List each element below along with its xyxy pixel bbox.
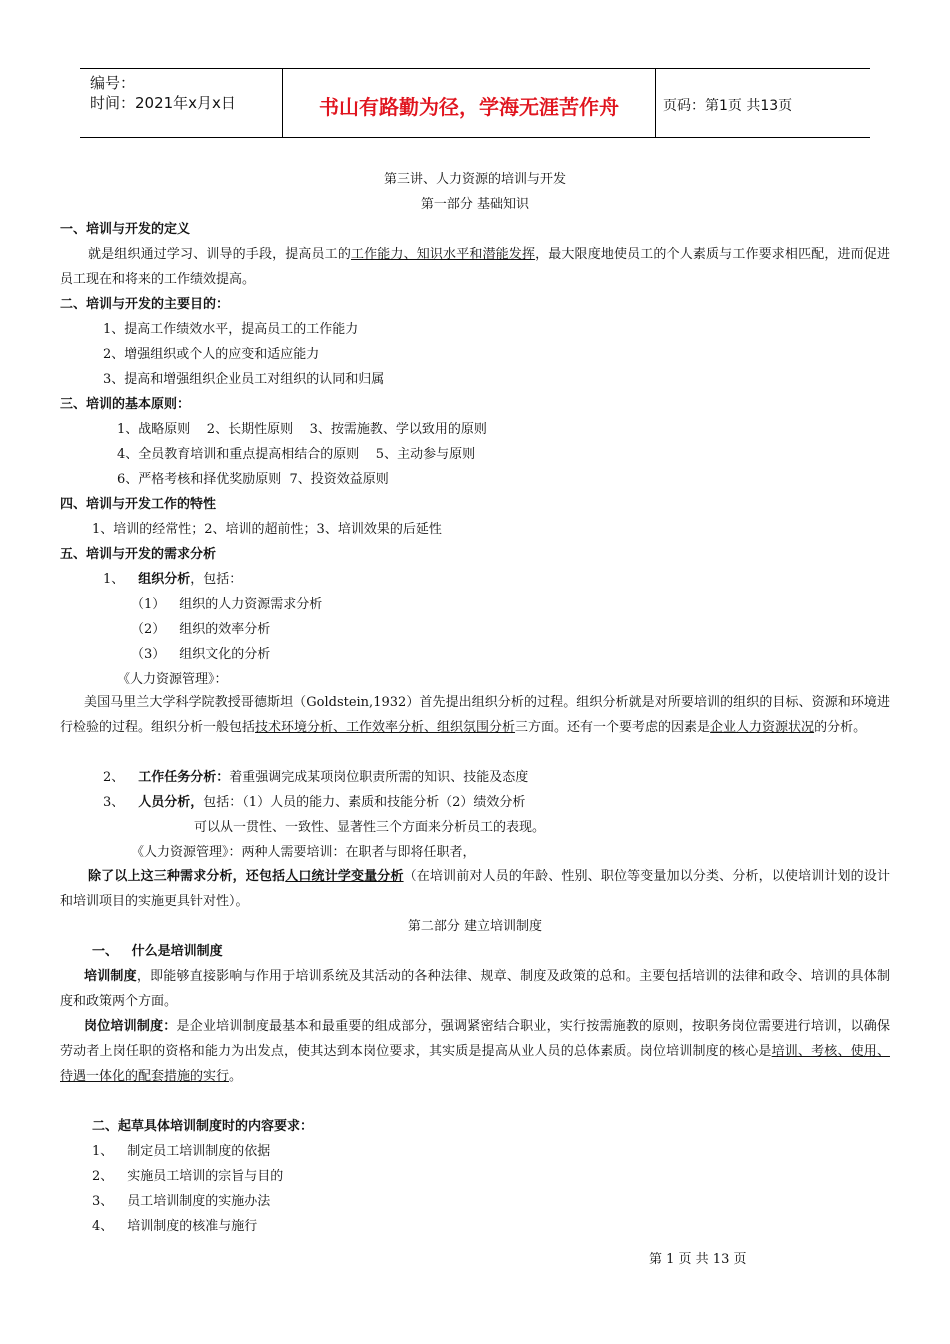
part-one-title: 第一部分 基础知识: [420, 197, 530, 212]
sub-number: （2）: [131, 622, 166, 637]
list-item: 3、提高和增强组织企业员工对组织的认同和归属: [103, 372, 385, 387]
list-item: 2、增强组织或个人的应变和适应能力: [103, 347, 320, 362]
text-run: 就是组织通过学习、训导的手段，提高员工的: [88, 247, 351, 262]
bold-term: 工作任务分析：: [138, 770, 230, 785]
underlined-text: 技术环境分析、工作效率分析、组织氛围分析: [255, 720, 516, 735]
text-run: 员工培训制度的实施办法: [127, 1194, 271, 1209]
bold-term: 组织分析: [138, 572, 191, 587]
text-run: 培训制度的核准与施行: [127, 1219, 258, 1234]
sub-list-item: [131, 596, 322, 614]
header-page-number: 页码：第1页 共13页: [663, 98, 793, 114]
header-info-cell: [80, 69, 282, 137]
sub-list-item: [131, 621, 270, 639]
section-heading: 四、培训与开发工作的特性: [60, 497, 217, 512]
indented-note: 可以从一贯性、一致性、显著性三个方面来分析员工的表现。: [194, 820, 546, 835]
section-heading: 五、培训与开发的需求分析: [60, 547, 217, 562]
bold-term: 岗位培训制度：: [84, 1019, 177, 1034]
definition-paragraph: [60, 242, 890, 292]
bold-text: 除了以上这三种需求分析，还包括: [88, 869, 286, 884]
list-number: 1、: [103, 572, 125, 587]
bold-term: 培训制度: [84, 969, 137, 984]
list-item: [92, 1168, 283, 1186]
list-item: [92, 1193, 270, 1211]
section-heading: 二、起草具体培训制度时的内容要求：: [92, 1119, 314, 1134]
text-run: 。: [229, 1069, 243, 1084]
book-reference: 《人力资源管理》：: [117, 672, 228, 687]
sub-number: （3）: [131, 647, 166, 662]
text-run: 美国马里兰大学科学院教授哥德斯坦（Goldstein,1932）首先提出组织分析的过程。组织分析就是对所要培训的组织的目标、资源和环境进行检验的过程。组织分析一般包括: [60, 695, 890, 735]
underlined-text: 培训、考核、使用、待遇一体化的配套措施的实行: [60, 1044, 890, 1084]
text-run: 组织的人力资源需求分析: [179, 597, 323, 612]
sub-number: （1）: [131, 597, 166, 612]
text-run: 是企业培训制度最基本和最重要的组成部分，强调紧密结合职业，实行按需施教的原则，按职务岗位需要进行培训，以确保劳动者上岗任职的资格和能力为出发点，使其达到本岗位要求，其实质是提高从业人员的总体素质。岗位培训制度的核心是: [60, 1019, 890, 1059]
part-two-title: 第二部分 建立培训制度: [407, 919, 543, 934]
text-run: 的分析。: [814, 720, 867, 735]
text-run: 制定员工培训制度的依据: [127, 1144, 271, 1159]
list-number: 4、: [92, 1219, 114, 1234]
text-run: 组织的效率分析: [179, 622, 271, 637]
section-heading: 一、 什么是培训制度: [92, 944, 223, 959]
text-run: 组织文化的分析: [179, 647, 271, 662]
list-item: [92, 1143, 270, 1161]
underlined-text: 企业人力资源状况: [710, 720, 815, 735]
underlined-bold-text: 人口统计学变量分析: [285, 869, 404, 884]
list-item: [103, 794, 525, 812]
text-run: ，包括：: [190, 572, 243, 587]
text-run: 包括：（1）人员的能力、素质和技能分析（2）绩效分析: [203, 795, 526, 810]
underlined-text: 工作能力、知识水平和潜能发挥: [351, 247, 536, 262]
list-item: [92, 1218, 257, 1236]
header-motto-cell: [282, 69, 656, 137]
list-number: 1、: [92, 1144, 114, 1159]
list-item: 1、提高工作绩效水平，提高员工的工作能力: [103, 322, 359, 337]
post-training-paragraph: [60, 1014, 890, 1089]
feature-line: 1、培训的经常性；2、培训的超前性；3、培训效果的后延性: [92, 522, 442, 537]
section-heading: 二、培训与开发的主要目的：: [60, 297, 230, 312]
text-run: 实施员工培训的宗旨与目的: [127, 1169, 284, 1184]
list-number: 3、: [103, 795, 125, 810]
text-run: 三方面。还有一个要考虑的因素是: [515, 720, 711, 735]
list-item: [103, 769, 528, 787]
principle-line: 6、严格考核和择优奖励原则 7、投资效益原则: [117, 472, 389, 487]
list-number: 2、: [103, 770, 125, 785]
list-item: [103, 571, 242, 589]
document-number-label: 编号：: [90, 74, 136, 92]
bold-term: 人员分析，: [138, 795, 204, 810]
principle-line: 4、全员教育培训和重点提高相结合的原则 5、主动参与原则: [117, 447, 476, 462]
organization-analysis-paragraph: [60, 690, 890, 740]
sub-list-item: [131, 646, 270, 664]
list-number: 2、: [92, 1169, 114, 1184]
motto-text: 书山有路勤为径，学海无涯苦作舟: [319, 95, 619, 119]
section-heading: 一、培训与开发的定义: [60, 222, 191, 237]
book-reference: 《人力资源管理》：两种人需要培训：在职者与即将任职者，: [131, 845, 476, 860]
summary-paragraph: [60, 864, 890, 914]
header-page-cell: [655, 69, 870, 137]
lecture-title: 第三讲、人力资源的培训与开发: [383, 172, 566, 187]
list-number: 3、: [92, 1194, 114, 1209]
document-date-label: 时间：2021年x月x日: [90, 94, 236, 112]
text-run: 着重强调完成某项岗位职责所需的知识、技能及态度: [229, 770, 529, 785]
section-heading: 三、培训的基本原则：: [60, 397, 191, 412]
page-footer: 第 1 页 共 13 页: [649, 1252, 747, 1267]
text-run: （在培训前对人员的年龄、性别、职位等变量加以分类、分析，以使培训计划的设计和培训项目的实施更具针对性）。: [60, 869, 890, 909]
text-run: ，最大限度地使员工的个人素质与工作要求相匹配，进而促进员工现在和将来的工作绩效提高。: [60, 247, 890, 287]
training-system-paragraph: [60, 964, 890, 1014]
text-run: ，即能够直接影响与作用于培训系统及其活动的各种法律、规章、制度及政策的总和。主要包括培训的法律和政令、培训的具体制度和政策两个方面。: [60, 969, 890, 1009]
document-header: [80, 68, 870, 138]
principle-line: 1、战略原则 2、长期性原则 3、按需施教、学以致用的原则: [117, 422, 487, 437]
